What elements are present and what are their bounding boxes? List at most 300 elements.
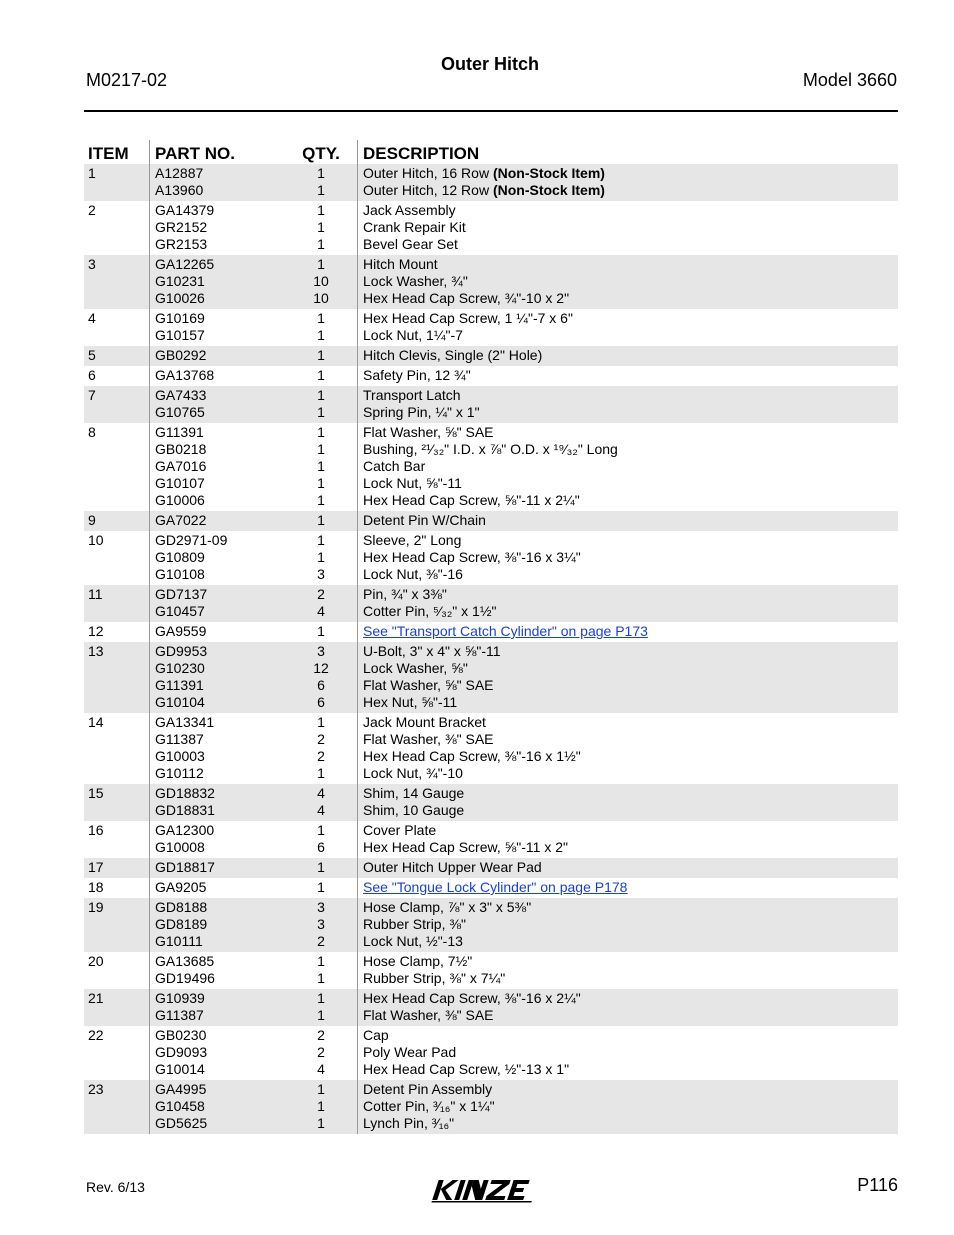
item-number: 23	[84, 1080, 150, 1134]
descriptions	[358, 989, 899, 1026]
descriptions	[358, 952, 899, 989]
quantity: 6	[317, 694, 325, 710]
part-number: G10457	[155, 603, 205, 619]
table-row	[84, 878, 898, 898]
quantities	[285, 898, 358, 952]
quantity: 2	[317, 748, 325, 764]
cross-reference-link[interactable]: See "Transport Catch Cylinder" on page P173	[363, 623, 648, 639]
item-number: 22	[88, 1027, 104, 1043]
descriptions	[358, 1080, 899, 1134]
quantity: 1	[317, 202, 325, 218]
header-divider	[84, 110, 898, 112]
part-number: GD8188	[155, 899, 208, 915]
part-number: G11391	[155, 677, 204, 693]
description-line	[363, 859, 894, 876]
parts-table-body	[84, 164, 898, 1134]
description-line	[363, 347, 894, 364]
description-line	[363, 549, 894, 566]
descriptions	[358, 346, 899, 366]
description-line	[363, 512, 894, 529]
stock-note: (Non-Stock Item)	[492, 165, 605, 181]
description-line	[363, 1044, 894, 1061]
part-number: G10003	[155, 748, 205, 764]
part-numbers	[150, 1080, 286, 1134]
description-text: Cotter Pin, ³⁄₁₆" x 1¼"	[363, 1098, 495, 1114]
table-row	[84, 201, 898, 255]
table-row	[84, 366, 898, 386]
part-numbers	[150, 952, 286, 989]
quantities	[285, 878, 358, 898]
item-number: 9	[84, 511, 150, 531]
description-line	[363, 404, 894, 421]
part-number: G10765	[155, 404, 205, 420]
part-numbers	[150, 255, 286, 309]
quantities	[285, 642, 358, 713]
quantity: 1	[317, 256, 325, 272]
part-numbers	[150, 423, 286, 511]
description-line	[363, 899, 894, 916]
quantity: 4	[317, 802, 325, 818]
item-number: 17	[84, 858, 150, 878]
description-text: Shim, 14 Gauge	[363, 785, 465, 801]
description-line	[363, 310, 894, 327]
descriptions	[358, 622, 899, 642]
description-text: Lock Nut, ⅝"-11	[363, 475, 462, 491]
description-text: Hex Head Cap Screw, ½"-13 x 1"	[363, 1061, 570, 1077]
part-number: GB0292	[155, 347, 207, 363]
item-number: 1	[84, 164, 150, 201]
quantities	[285, 309, 358, 346]
part-number: GA13768	[155, 367, 215, 383]
description-text: Lock Washer, ¾"	[363, 273, 468, 289]
quantity: 1	[317, 182, 325, 198]
quantities	[285, 366, 358, 386]
quantities	[285, 585, 358, 622]
description-text: Hex Head Cap Screw, ⅝"-11 x 2¼"	[363, 492, 580, 508]
description-text: Lock Nut, ⅜"-16	[363, 566, 463, 582]
table-row	[84, 255, 898, 309]
part-number: G11391	[155, 424, 204, 440]
description-text: Cap	[363, 1027, 389, 1043]
part-numbers	[150, 201, 286, 255]
item-number: 20	[88, 953, 104, 969]
quantity: 1	[317, 970, 325, 986]
description-text: Hex Head Cap Screw, ¾"-10 x 2"	[363, 290, 570, 306]
part-number: G10157	[155, 327, 205, 343]
item-number: 7	[84, 386, 150, 423]
part-numbers	[150, 531, 286, 585]
table-row	[84, 346, 898, 366]
part-number: A13960	[155, 182, 204, 198]
item-number: 5	[84, 346, 150, 366]
description-line	[363, 1098, 894, 1115]
descriptions	[358, 201, 899, 255]
description-text: Bushing, ²¹⁄₃₂" I.D. x ⅞" O.D. x ¹⁹⁄₃₂" Long	[363, 441, 618, 457]
description-line	[363, 748, 894, 765]
quantities	[285, 201, 358, 255]
page-title: Outer Hitch	[440, 54, 539, 74]
manual-number: M0217-02	[86, 70, 168, 90]
description-line	[363, 933, 894, 950]
table-row	[84, 858, 898, 878]
description-line	[363, 492, 894, 509]
quantities	[285, 386, 358, 423]
description-text: Poly Wear Pad	[363, 1044, 457, 1060]
table-row	[84, 423, 898, 511]
description-text: Flat Washer, ⅝" SAE	[363, 677, 494, 693]
item-number: 3	[84, 255, 150, 309]
description-text: Hose Clamp, ⅞" x 3" x 5⅜"	[363, 899, 532, 915]
revision-label: Rev. 6/13	[86, 1179, 145, 1195]
part-numbers	[150, 386, 286, 423]
description-text: Sleeve, 2" Long	[363, 532, 462, 548]
description-line	[363, 660, 894, 677]
item-number: 19	[84, 898, 150, 952]
quantities	[285, 989, 358, 1026]
description-line	[363, 1027, 894, 1044]
quantity: 1	[317, 310, 325, 326]
part-numbers	[150, 511, 286, 531]
part-number: GD7137	[155, 586, 208, 602]
quantity: 1	[317, 492, 325, 508]
description-line	[363, 219, 894, 236]
description-line	[363, 1007, 894, 1024]
part-number: G10026	[155, 290, 205, 306]
description-text: Transport Latch	[363, 387, 461, 403]
part-number: GA9205	[155, 879, 207, 895]
part-number: GA12265	[155, 256, 215, 272]
description-text: Lock Nut, ½"-13	[363, 933, 463, 949]
description-text: Detent Pin Assembly	[363, 1081, 493, 1097]
description-text: Spring Pin, ¼" x 1"	[363, 404, 480, 420]
item-number: 13	[84, 642, 150, 713]
part-numbers	[150, 858, 286, 878]
part-number: GA7016	[155, 458, 207, 474]
descriptions	[358, 386, 899, 423]
description-text: Lock Nut, 1¼"-7	[363, 327, 463, 343]
quantity: 4	[317, 785, 325, 801]
part-number: G10231	[155, 273, 205, 289]
column-header-qty: QTY.	[302, 143, 340, 163]
part-number: G10939	[155, 990, 205, 1006]
part-number: GD9093	[155, 1044, 208, 1060]
quantity: 10	[313, 273, 329, 289]
quantity: 2	[317, 1027, 325, 1043]
descriptions	[358, 858, 899, 878]
table-row	[84, 952, 898, 989]
quantity: 6	[317, 839, 325, 855]
quantity: 1	[317, 1081, 325, 1097]
part-number: G10169	[155, 310, 205, 326]
description-text: Pin, ¾" x 3⅜"	[363, 586, 447, 602]
description-text: Lynch Pin, ³⁄₁₆"	[363, 1115, 455, 1131]
description-text: Cotter Pin, ⁵⁄₃₂" x 1½"	[363, 603, 497, 619]
descriptions	[358, 642, 899, 713]
quantity: 1	[317, 879, 325, 895]
item-number: 14	[88, 714, 104, 730]
quantities	[285, 622, 358, 642]
description-text: Flat Washer, ⅜" SAE	[363, 731, 494, 747]
item-number: 4	[88, 310, 96, 326]
quantity: 1	[317, 859, 325, 875]
description-line	[363, 441, 894, 458]
quantities	[285, 821, 358, 858]
part-number: GD5625	[155, 1115, 208, 1131]
description-line	[363, 623, 894, 640]
description-text: Jack Assembly	[363, 202, 456, 218]
quantity: 12	[313, 660, 329, 676]
quantities	[285, 346, 358, 366]
description-text: Outer Hitch Upper Wear Pad	[363, 859, 542, 875]
quantity: 1	[317, 347, 325, 363]
quantity: 1	[317, 236, 325, 252]
column-header-description: DESCRIPTION	[358, 140, 899, 164]
quantities	[285, 1080, 358, 1134]
quantity: 1	[317, 165, 325, 181]
table-row	[84, 1080, 898, 1134]
table-row	[84, 164, 898, 201]
description-line	[363, 822, 894, 839]
part-numbers	[150, 346, 286, 366]
descriptions	[358, 784, 899, 821]
quantity: 3	[317, 566, 325, 582]
description-line	[363, 165, 894, 182]
part-numbers	[150, 585, 286, 622]
description-line	[363, 677, 894, 694]
quantity: 1	[317, 387, 325, 403]
quantities	[285, 784, 358, 821]
descriptions	[358, 164, 899, 201]
description-line	[363, 643, 894, 660]
quantity: 1	[317, 219, 325, 235]
quantity: 3	[317, 643, 325, 659]
part-number: GR2153	[155, 236, 208, 252]
descriptions	[358, 713, 899, 784]
description-text: Hitch Mount	[363, 256, 438, 272]
quantity: 1	[317, 765, 325, 781]
item-number: 12	[88, 623, 104, 639]
descriptions	[358, 309, 899, 346]
description-text: Hex Head Cap Screw, ⅜"-16 x 1½"	[363, 748, 581, 764]
stock-note: (Non-Stock Item)	[492, 182, 605, 198]
column-header-part-no: PART NO.	[150, 140, 286, 164]
part-number: GA7433	[155, 387, 207, 403]
description-line	[363, 990, 894, 1007]
quantities	[285, 531, 358, 585]
descriptions	[358, 366, 899, 386]
part-number: GD8189	[155, 916, 208, 932]
item-number: 6	[88, 367, 96, 383]
descriptions	[358, 585, 899, 622]
part-number: GD18831	[155, 802, 215, 818]
model-name: Model 3660	[802, 70, 897, 90]
description-line	[363, 290, 894, 307]
part-number: G10108	[155, 566, 205, 582]
table-row	[84, 898, 898, 952]
column-header-item: ITEM	[88, 143, 129, 163]
part-numbers	[150, 622, 286, 642]
description-line	[363, 532, 894, 549]
part-number: GA7022	[155, 512, 207, 528]
description-line	[363, 1081, 894, 1098]
quantity: 2	[317, 933, 325, 949]
description-line	[363, 1061, 894, 1078]
description-text: Detent Pin W/Chain	[363, 512, 486, 528]
description-line	[363, 970, 894, 987]
quantity: 1	[317, 532, 325, 548]
quantity: 3	[317, 916, 325, 932]
description-line	[363, 236, 894, 253]
quantity: 1	[317, 424, 325, 440]
part-numbers	[150, 1026, 286, 1080]
quantity: 2	[317, 731, 325, 747]
part-numbers	[150, 309, 286, 346]
part-number: GA13685	[155, 953, 215, 969]
description-line	[363, 714, 894, 731]
description-line	[363, 765, 894, 782]
parts-table	[84, 140, 898, 1134]
quantity: 3	[317, 899, 325, 915]
description-text: Flat Washer, ⅝" SAE	[363, 424, 494, 440]
part-number: G10014	[155, 1061, 205, 1077]
item-number: 8	[88, 424, 96, 440]
part-number: G11387	[155, 1007, 204, 1023]
description-text: Hose Clamp, 7½"	[363, 953, 473, 969]
table-row	[84, 784, 898, 821]
part-number: GA9559	[155, 623, 207, 639]
description-text: Crank Repair Kit	[363, 219, 466, 235]
part-number: GA12300	[155, 822, 215, 838]
description-line	[363, 879, 894, 896]
quantity: 1	[317, 1115, 325, 1131]
quantities	[285, 1026, 358, 1080]
description-text: Rubber Strip, ⅜" x 7¼"	[363, 970, 506, 986]
quantities	[285, 511, 358, 531]
description-text: Jack Mount Bracket	[363, 714, 486, 730]
descriptions	[358, 255, 899, 309]
description-text: Lock Nut, ¾"-10	[363, 765, 463, 781]
quantity: 1	[317, 623, 325, 639]
part-numbers	[150, 898, 286, 952]
description-text: Hitch Clevis, Single (2" Hole)	[363, 347, 543, 363]
part-number: GB0218	[155, 441, 207, 457]
item-number: 18	[88, 879, 104, 895]
quantities	[285, 858, 358, 878]
description-line	[363, 424, 894, 441]
description-text: Flat Washer, ⅜" SAE	[363, 1007, 494, 1023]
item-number: 21	[84, 989, 150, 1026]
quantity: 1	[317, 404, 325, 420]
description-text: Rubber Strip, ⅜"	[363, 916, 467, 932]
table-row	[84, 989, 898, 1026]
part-number: GD9953	[155, 643, 208, 659]
description-line	[363, 694, 894, 711]
descriptions	[358, 1026, 899, 1080]
table-header-row	[84, 140, 898, 164]
quantity: 4	[317, 603, 325, 619]
item-number: 11	[84, 585, 150, 622]
description-line	[363, 273, 894, 290]
part-number: G10104	[155, 694, 205, 710]
description-text: Hex Head Cap Screw, 1 ¼"-7 x 6"	[363, 310, 573, 326]
part-number: GR2152	[155, 219, 208, 235]
description-line	[363, 458, 894, 475]
description-line	[363, 953, 894, 970]
quantity: 1	[317, 990, 325, 1006]
description-line	[363, 475, 894, 492]
description-text: Cover Plate	[363, 822, 437, 838]
part-number: GD18817	[155, 859, 215, 875]
part-numbers	[150, 989, 286, 1026]
quantity: 6	[317, 677, 325, 693]
quantity: 1	[317, 475, 325, 491]
quantity: 1	[317, 714, 325, 730]
description-line	[363, 367, 894, 384]
part-number: GA13341	[155, 714, 215, 730]
quantity: 1	[317, 327, 325, 343]
description-text: Catch Bar	[363, 458, 426, 474]
description-line	[363, 566, 894, 583]
descriptions	[358, 531, 899, 585]
part-numbers	[150, 784, 286, 821]
descriptions	[358, 898, 899, 952]
quantities	[285, 713, 358, 784]
part-numbers	[150, 642, 286, 713]
quantity: 10	[313, 290, 329, 306]
quantity: 1	[317, 367, 325, 383]
description-line	[363, 731, 894, 748]
quantities	[285, 164, 358, 201]
table-row	[84, 531, 898, 585]
description-line	[363, 916, 894, 933]
quantity: 1	[317, 1098, 325, 1114]
table-row	[84, 1026, 898, 1080]
quantities	[285, 423, 358, 511]
kinze-logo	[430, 1176, 552, 1209]
table-row	[84, 642, 898, 713]
part-number: GD18832	[155, 785, 215, 801]
table-row	[84, 386, 898, 423]
table-row	[84, 585, 898, 622]
quantity: 1	[317, 441, 325, 457]
part-numbers	[150, 878, 286, 898]
description-line	[363, 256, 894, 273]
quantity: 1	[317, 953, 325, 969]
descriptions	[358, 423, 899, 511]
descriptions	[358, 878, 899, 898]
quantity: 1	[317, 512, 325, 528]
description-line	[363, 785, 894, 802]
kinze-logo-graphic	[430, 1176, 552, 1204]
description-line	[363, 327, 894, 344]
part-number: G10111	[155, 933, 203, 949]
part-numbers	[150, 366, 286, 386]
part-number: GA4995	[155, 1081, 207, 1097]
description-line	[363, 1115, 894, 1132]
description-line	[363, 603, 894, 620]
description-text: U-Bolt, 3" x 4" x ⅝"-11	[363, 643, 501, 659]
cross-reference-link[interactable]: See "Tongue Lock Cylinder" on page P178	[363, 879, 628, 895]
description-text: Hex Head Cap Screw, ⅜"-16 x 2¼"	[363, 990, 581, 1006]
quantity: 1	[317, 1007, 325, 1023]
part-numbers	[150, 713, 286, 784]
description-line	[363, 839, 894, 856]
quantity: 2	[317, 1044, 325, 1060]
part-numbers	[150, 164, 286, 201]
table-row	[84, 713, 898, 784]
description-text: Shim, 10 Gauge	[363, 802, 465, 818]
item-number: 16	[88, 822, 104, 838]
